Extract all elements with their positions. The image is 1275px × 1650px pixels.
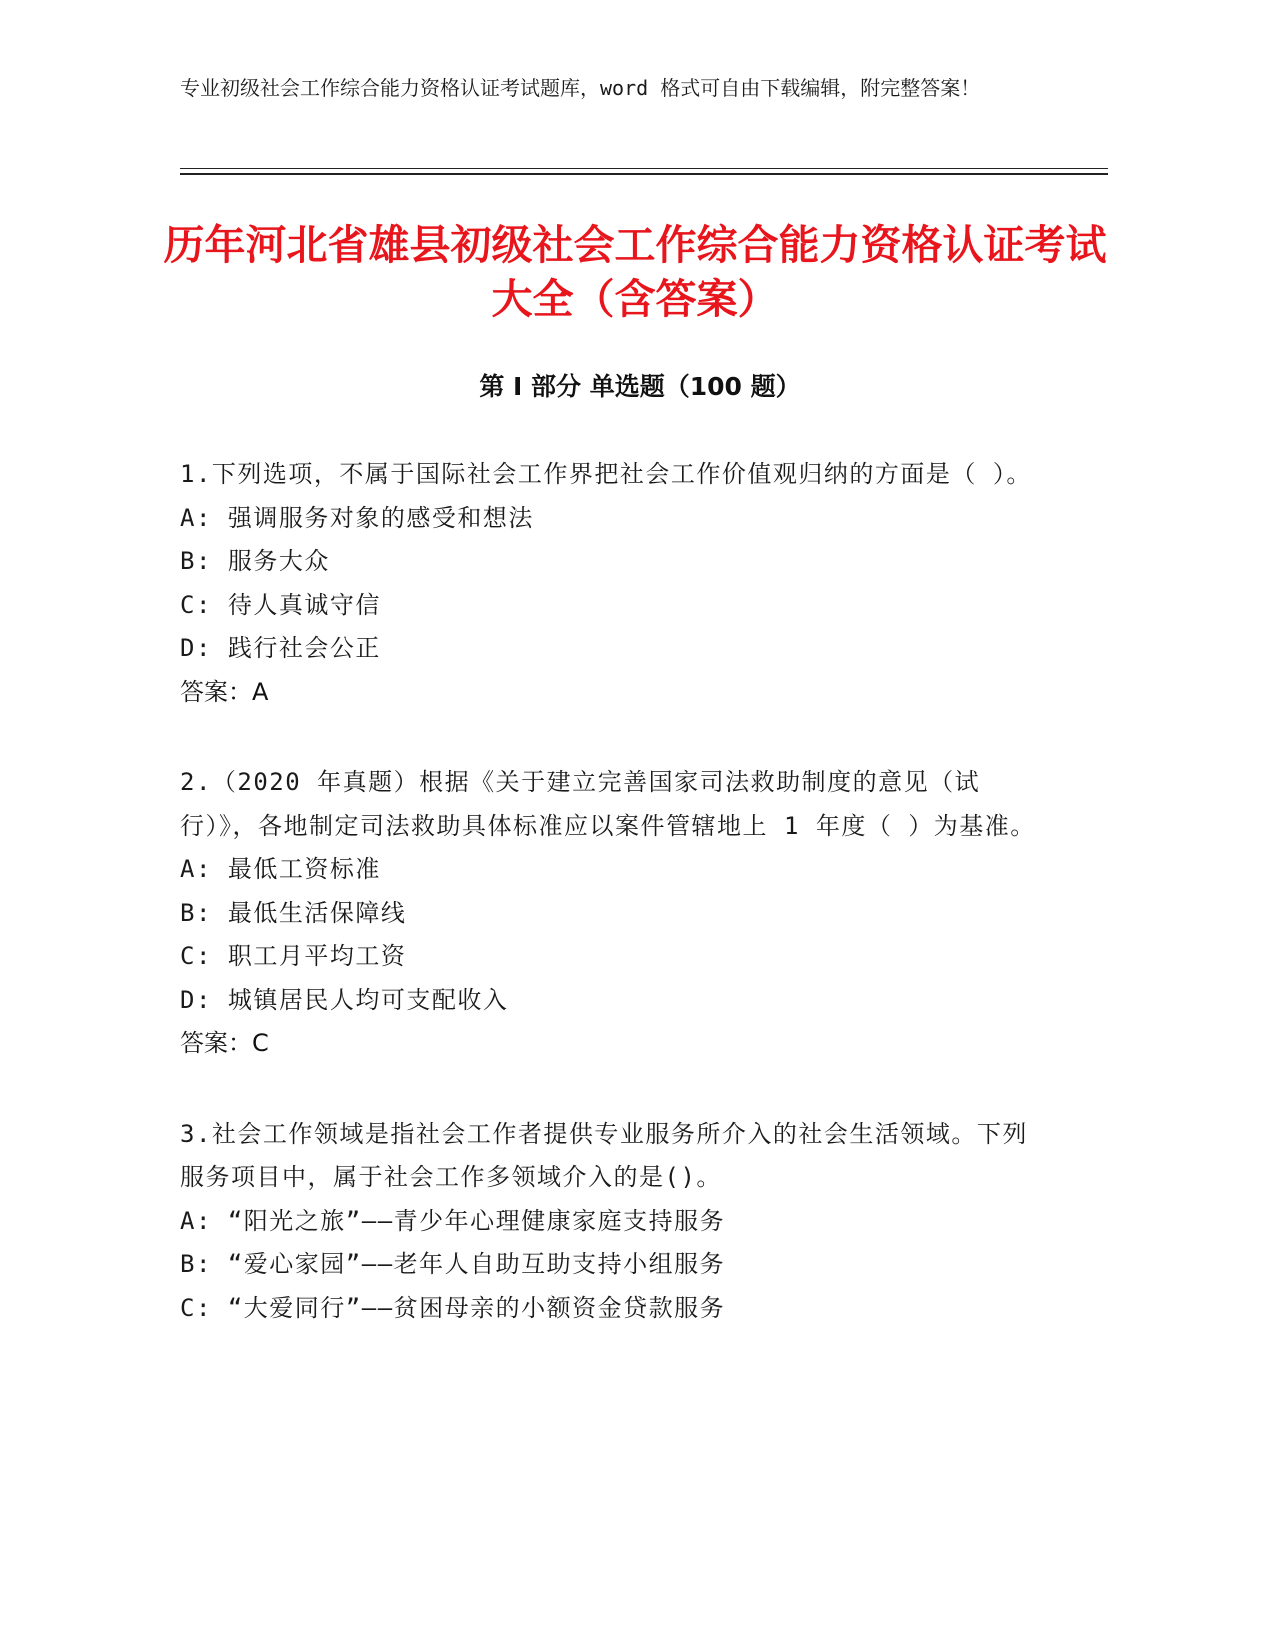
- option-d: D: 城镇居民人均可支配收入: [180, 985, 509, 1014]
- question-3: [180, 1113, 1040, 1331]
- question-1: [180, 453, 1040, 714]
- section-heading: 第 I 部分 单选题（100 题）: [479, 372, 801, 401]
- option-b: B: “爱心家园”——老年人自助互助支持小组服务: [180, 1250, 726, 1278]
- header-note: 专业初级社会工作综合能力资格认证考试题库，word 格式可自由下载编辑，附完整答案！: [180, 76, 981, 100]
- option-a: A: 强调服务对象的感受和想法: [180, 503, 534, 532]
- document-title: 历年河北省雄县初级社会工作综合能力资格认证考试大全（含答案）: [163, 221, 1107, 323]
- option-a: A: 最低工资标准: [180, 855, 381, 883]
- question-stem: 3.社会工作领域是指社会工作者提供专业服务所介入的社会生活领域。下列服务项目中，属于社会工作多领域介入的是()。: [180, 1119, 1028, 1191]
- option-a: A: “阳光之旅”——青少年心理健康家庭支持服务: [180, 1206, 726, 1235]
- answer-line: 答案：A: [180, 677, 269, 706]
- option-c: C: “大爱同行”——贫困母亲的小额资金贷款服务: [180, 1293, 726, 1322]
- header-rule-thin: [180, 168, 1108, 169]
- question-stem: 1.下列选项，不属于国际社会工作界把社会工作价值观归纳的方面是（ ）。: [180, 460, 1032, 488]
- option-d: D: 践行社会公正: [180, 634, 381, 662]
- option-c: C: 职工月平均工资: [180, 942, 407, 970]
- question-stem: 2.（2020 年真题）根据《关于建立完善国家司法救助制度的意见（试行）》，各地制定司法救助具体标准应以案件管辖地上 1 年度（ ）为基准。: [180, 768, 1036, 840]
- option-b: B: 最低生活保障线: [180, 898, 407, 927]
- option-c: C: 待人真诚守信: [180, 590, 381, 619]
- question-2: [180, 761, 1040, 1066]
- question-list: [180, 453, 1040, 1377]
- answer-line: 答案：C: [180, 1029, 269, 1057]
- option-b: B: 服务大众: [180, 547, 330, 575]
- header-rule-thick: [180, 173, 1108, 175]
